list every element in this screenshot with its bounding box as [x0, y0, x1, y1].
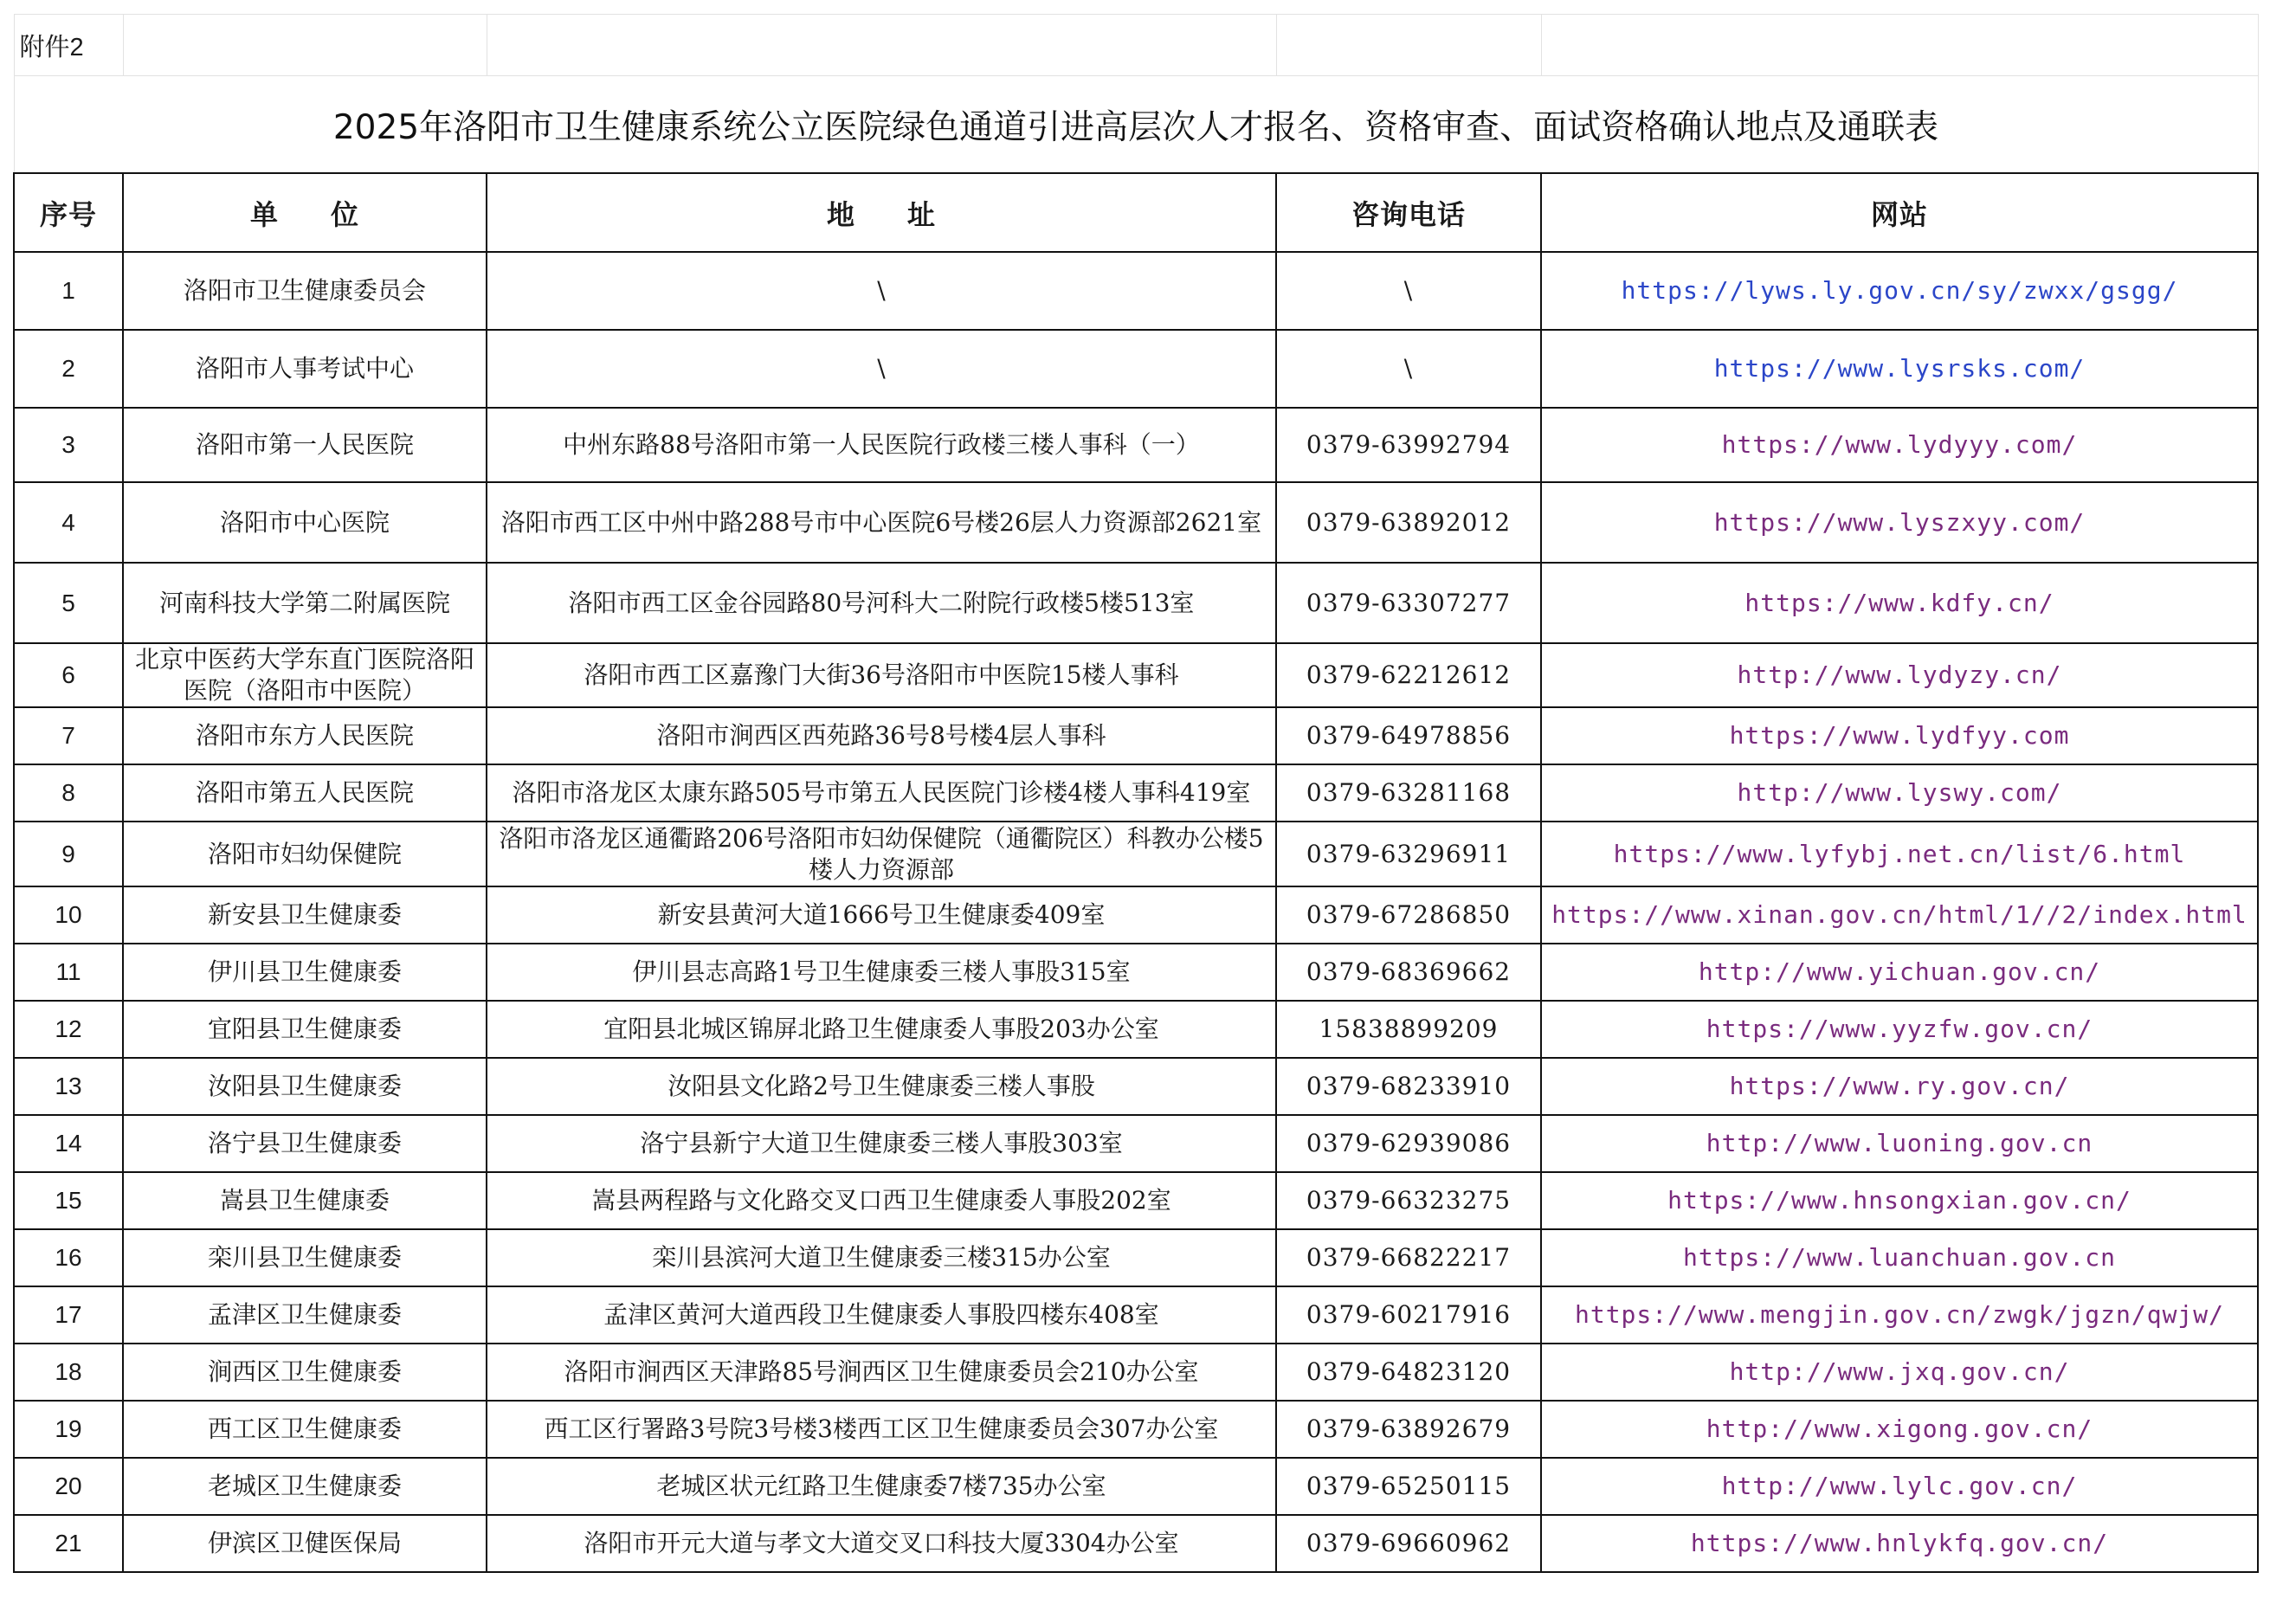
header-address[interactable]: [487, 173, 1276, 252]
website-link[interactable]: http://www.xigong.gov.cn/: [1706, 1415, 2093, 1443]
website-link[interactable]: https://www.lyfybj.net.cn/list/6.html: [1613, 839, 2186, 868]
address-cell[interactable]: 中州东路88号洛阳市第一人民医院行政楼三楼人事科（一）: [487, 408, 1276, 482]
header-row: [14, 173, 2258, 252]
header-address-char-1: 地: [826, 197, 855, 231]
unit-cell[interactable]: 洛阳市中心医院: [123, 482, 487, 563]
row-index-cell[interactable]: 16: [14, 1229, 123, 1286]
phone-cell[interactable]: 0379-68233910: [1276, 1058, 1541, 1115]
website-link[interactable]: https://www.yyzfw.gov.cn/: [1706, 1015, 2093, 1043]
website-cell[interactable]: [1541, 1344, 2258, 1401]
website-cell[interactable]: [1541, 822, 2258, 886]
website-link[interactable]: http://www.yichuan.gov.cn/: [1698, 957, 2101, 986]
unit-cell[interactable]: 洛阳市妇幼保健院: [123, 822, 487, 886]
table-row: [14, 1001, 2258, 1058]
table-row: [14, 643, 2258, 707]
row-index-cell[interactable]: 13: [14, 1058, 123, 1115]
row-index-cell[interactable]: 20: [14, 1458, 123, 1515]
table-row: [14, 330, 2258, 408]
website-link[interactable]: https://www.lydyyy.com/: [1721, 430, 2078, 459]
website-link[interactable]: http://www.lylc.gov.cn/: [1721, 1472, 2078, 1500]
website-cell[interactable]: [1541, 1001, 2258, 1058]
address-cell[interactable]: \: [487, 252, 1276, 330]
phone-cell[interactable]: 0379-64978856: [1276, 707, 1541, 764]
table-row: [14, 822, 2258, 886]
phone-cell[interactable]: 0379-67286850: [1276, 886, 1541, 944]
website-cell[interactable]: [1541, 764, 2258, 822]
website-cell[interactable]: [1541, 482, 2258, 563]
table-row: [14, 707, 2258, 764]
address-cell[interactable]: 洛阳市西工区中州中路288号市中心医院6号楼26层人力资源部2621室: [487, 482, 1276, 563]
phone-cell[interactable]: 0379-63892012: [1276, 482, 1541, 563]
unit-cell[interactable]: 西工区卫生健康委: [123, 1401, 487, 1458]
table-row: [14, 1115, 2258, 1172]
phone-cell[interactable]: 0379-66323275: [1276, 1172, 1541, 1229]
website-link[interactable]: http://www.luoning.gov.cn: [1706, 1129, 2093, 1157]
row-index-cell[interactable]: 15: [14, 1172, 123, 1229]
address-cell[interactable]: 洛阳市涧西区西苑路36号8号楼4层人事科: [487, 707, 1276, 764]
address-cell[interactable]: 宜阳县北城区锦屏北路卫生健康委人事股203办公室: [487, 1001, 1276, 1058]
header-unit[interactable]: [123, 173, 487, 252]
row-index-cell[interactable]: 8: [14, 764, 123, 822]
table-title[interactable]: 2025年洛阳市卫生健康系统公立医院绿色通道引进高层次人才报名、资格审查、面试资格确认地点及通联表: [14, 76, 2258, 174]
unit-cell[interactable]: 汝阳县卫生健康委: [123, 1058, 487, 1115]
unit-cell[interactable]: 洛阳市人事考试中心: [123, 330, 487, 408]
unit-cell[interactable]: 洛阳市东方人民医院: [123, 707, 487, 764]
website-cell[interactable]: [1541, 1515, 2258, 1572]
website-link[interactable]: https://www.hnlykfq.gov.cn/: [1690, 1529, 2109, 1557]
table-row: [14, 563, 2258, 643]
table-row: [14, 1344, 2258, 1401]
row-index-cell[interactable]: 12: [14, 1001, 123, 1058]
row-index-cell[interactable]: 10: [14, 886, 123, 944]
website-cell[interactable]: [1541, 886, 2258, 944]
empty-cell[interactable]: [487, 15, 1276, 76]
phone-cell[interactable]: 0379-63281168: [1276, 764, 1541, 822]
unit-cell[interactable]: 伊川县卫生健康委: [123, 944, 487, 1001]
unit-cell[interactable]: 宜阳县卫生健康委: [123, 1001, 487, 1058]
row-index-cell[interactable]: 7: [14, 707, 123, 764]
website-link[interactable]: https://www.lyszxyy.com/: [1713, 507, 2086, 537]
row-index-cell[interactable]: 18: [14, 1344, 123, 1401]
row-index-cell[interactable]: 21: [14, 1515, 123, 1572]
website-cell[interactable]: [1541, 252, 2258, 330]
table-row: [14, 1515, 2258, 1572]
empty-cell[interactable]: [123, 15, 487, 76]
address-cell[interactable]: 新安县黄河大道1666号卫生健康委409室: [487, 886, 1276, 944]
table-row: [14, 408, 2258, 482]
unit-cell[interactable]: 河南科技大学第二附属医院: [123, 563, 487, 643]
website-cell[interactable]: [1541, 1401, 2258, 1458]
phone-cell[interactable]: 0379-66822217: [1276, 1229, 1541, 1286]
unit-cell[interactable]: 新安县卫生健康委: [123, 886, 487, 944]
row-index-cell[interactable]: 4: [14, 482, 123, 563]
table-row: [14, 1458, 2258, 1515]
phone-cell[interactable]: 0379-63307277: [1276, 563, 1541, 643]
website-cell[interactable]: [1541, 330, 2258, 408]
table-row: [14, 944, 2258, 1001]
address-cell[interactable]: 老城区状元红路卫生健康委7楼735办公室: [487, 1458, 1276, 1515]
table-row: [14, 1286, 2258, 1344]
website-cell[interactable]: [1541, 707, 2258, 764]
website-cell[interactable]: [1541, 1172, 2258, 1229]
phone-cell[interactable]: 0379-65250115: [1276, 1458, 1541, 1515]
phone-cell[interactable]: 0379-69660962: [1276, 1515, 1541, 1572]
unit-cell[interactable]: 涧西区卫生健康委: [123, 1344, 487, 1401]
header-unit-char-2: 位: [331, 197, 360, 231]
title-row: [14, 76, 2258, 174]
website-link[interactable]: http://www.lydyzy.cn/: [1737, 661, 2062, 689]
website-cell[interactable]: [1541, 1058, 2258, 1115]
table-row: [14, 1058, 2258, 1115]
row-index-cell[interactable]: 17: [14, 1286, 123, 1344]
phone-cell[interactable]: 0379-68369662: [1276, 944, 1541, 1001]
row-index-cell[interactable]: 5: [14, 563, 123, 643]
row-index-cell[interactable]: 2: [14, 330, 123, 408]
website-cell[interactable]: [1541, 1229, 2258, 1286]
address-cell[interactable]: 洛阳市西工区嘉豫门大街36号洛阳市中医院15楼人事科: [487, 643, 1276, 707]
unit-cell[interactable]: 洛阳市第五人民医院: [123, 764, 487, 822]
website-link[interactable]: http://www.jxq.gov.cn/: [1729, 1357, 2070, 1386]
website-cell[interactable]: [1541, 1115, 2258, 1172]
unit-cell[interactable]: 伊滨区卫健医保局: [123, 1515, 487, 1572]
unit-cell[interactable]: 洛阳市卫生健康委员会: [123, 252, 487, 330]
phone-cell[interactable]: 0379-63296911: [1276, 822, 1541, 886]
unit-cell[interactable]: 洛阳市第一人民医院: [123, 408, 487, 482]
spreadsheet: [13, 14, 2259, 1573]
row-index-cell[interactable]: 1: [14, 252, 123, 330]
address-cell[interactable]: 洛阳市开元大道与孝文大道交叉口科技大厦3304办公室: [487, 1515, 1276, 1572]
phone-cell[interactable]: 0379-60217916: [1276, 1286, 1541, 1344]
website-link[interactable]: http://www.lyswy.com/: [1737, 778, 2062, 807]
website-cell[interactable]: [1541, 643, 2258, 707]
website-cell[interactable]: [1541, 408, 2258, 482]
unit-cell[interactable]: 北京中医药大学东直门医院洛阳医院（洛阳市中医院）: [123, 643, 487, 707]
header-unit-char-1: 单: [249, 197, 279, 231]
website-link[interactable]: https://www.hnsongxian.gov.cn/: [1667, 1186, 2131, 1215]
website-cell[interactable]: [1541, 1458, 2258, 1515]
header-address-char-2: 址: [907, 197, 937, 231]
address-cell[interactable]: 洛阳市洛龙区太康东路505号市第五人民医院门诊楼4楼人事科419室: [487, 764, 1276, 822]
phone-cell[interactable]: 0379-62939086: [1276, 1115, 1541, 1172]
website-cell[interactable]: [1541, 563, 2258, 643]
unit-cell[interactable]: 洛宁县卫生健康委: [123, 1115, 487, 1172]
row-index-cell[interactable]: 3: [14, 408, 123, 482]
phone-cell[interactable]: 0379-63992794: [1276, 408, 1541, 482]
empty-cell[interactable]: [1541, 15, 2258, 76]
contact-table: [13, 14, 2259, 1573]
website-link[interactable]: https://www.ry.gov.cn/: [1729, 1072, 2070, 1100]
address-cell[interactable]: 洛阳市涧西区天津路85号涧西区卫生健康委员会210办公室: [487, 1344, 1276, 1401]
address-cell[interactable]: 栾川县滨河大道卫生健康委三楼315办公室: [487, 1229, 1276, 1286]
address-cell[interactable]: 孟津区黄河大道西段卫生健康委人事股四楼东408室: [487, 1286, 1276, 1344]
phone-cell[interactable]: \: [1276, 330, 1541, 408]
row-index-cell[interactable]: 6: [14, 643, 123, 707]
website-cell[interactable]: [1541, 944, 2258, 1001]
address-cell[interactable]: 洛阳市洛龙区通衢路206号洛阳市妇幼保健院（通衢院区）科教办公楼5楼人力资源部: [487, 822, 1276, 886]
website-link[interactable]: https://www.luanchuan.gov.cn: [1682, 1243, 2116, 1272]
table-row: [14, 1172, 2258, 1229]
row-index-cell[interactable]: 19: [14, 1401, 123, 1458]
unit-cell[interactable]: 老城区卫生健康委: [123, 1458, 487, 1515]
address-cell[interactable]: 西工区行署路3号院3号楼3楼西工区卫生健康委员会307办公室: [487, 1401, 1276, 1458]
website-cell[interactable]: [1541, 1286, 2258, 1344]
website-link[interactable]: https://www.lysrsks.com/: [1713, 354, 2086, 383]
address-cell[interactable]: \: [487, 330, 1276, 408]
header-website[interactable]: 网站: [1541, 173, 2258, 252]
address-cell[interactable]: 汝阳县文化路2号卫生健康委三楼人事股: [487, 1058, 1276, 1115]
website-link[interactable]: https://www.kdfy.cn/: [1744, 588, 2054, 617]
header-phone[interactable]: 咨询电话: [1276, 173, 1541, 252]
attachment-label[interactable]: 附件2: [14, 15, 123, 76]
phone-cell[interactable]: 0379-64823120: [1276, 1344, 1541, 1401]
address-cell[interactable]: 伊川县志高路1号卫生健康委三楼人事股315室: [487, 944, 1276, 1001]
row-index-cell[interactable]: 11: [14, 944, 123, 1001]
phone-cell[interactable]: 15838899209: [1276, 1001, 1541, 1058]
phone-cell[interactable]: 0379-62212612: [1276, 643, 1541, 707]
row-index-cell[interactable]: 9: [14, 822, 123, 886]
row-index-cell[interactable]: 14: [14, 1115, 123, 1172]
table-row: [14, 252, 2258, 330]
header-index[interactable]: 序号: [14, 173, 123, 252]
unit-cell[interactable]: 孟津区卫生健康委: [123, 1286, 487, 1344]
table-row: [14, 764, 2258, 822]
unit-cell[interactable]: 嵩县卫生健康委: [123, 1172, 487, 1229]
table-row: [14, 482, 2258, 563]
address-cell[interactable]: 洛宁县新宁大道卫生健康委三楼人事股303室: [487, 1115, 1276, 1172]
table-row: [14, 886, 2258, 944]
table-row: [14, 1229, 2258, 1286]
address-cell[interactable]: 嵩县两程路与文化路交叉口西卫生健康委人事股202室: [487, 1172, 1276, 1229]
address-cell[interactable]: 洛阳市西工区金谷园路80号河科大二附院行政楼5楼513室: [487, 563, 1276, 643]
attachment-row: [14, 15, 2258, 76]
unit-cell[interactable]: 栾川县卫生健康委: [123, 1229, 487, 1286]
phone-cell[interactable]: 0379-63892679: [1276, 1401, 1541, 1458]
phone-cell[interactable]: \: [1276, 252, 1541, 330]
website-link[interactable]: https://lyws.ly.gov.cn/sy/zwxx/gsgg/: [1621, 276, 2178, 305]
website-link[interactable]: https://www.xinan.gov.cn/html/1//2/index.html: [1551, 900, 2247, 929]
table-row: [14, 1401, 2258, 1458]
empty-cell[interactable]: [1276, 15, 1541, 76]
website-link[interactable]: https://www.mengjin.gov.cn/zwgk/jgzn/qwjw/: [1574, 1300, 2224, 1329]
website-link[interactable]: https://www.lydfyy.com: [1729, 721, 2070, 750]
